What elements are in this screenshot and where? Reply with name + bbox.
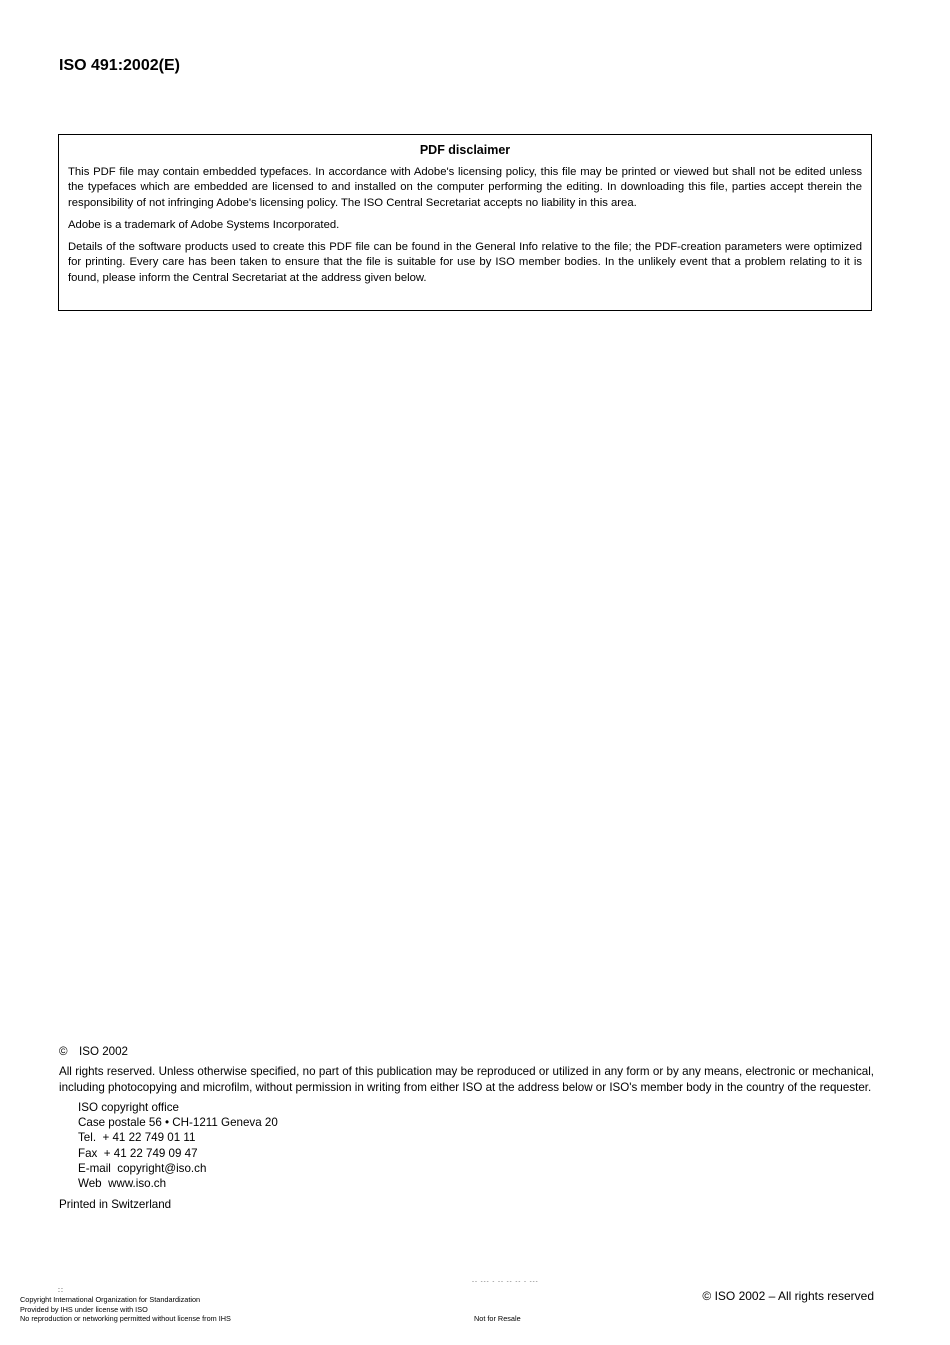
- address-email: E-mail copyright@iso.ch: [78, 1162, 207, 1176]
- copyright-rights-text: All rights reserved. Unless otherwise specified, no part of this publication may be reproduced or utilized in any form or by any means, electronic or mechanical, including photocopying and microfilm, without permission in writing from either ISO at the address below or ISO's member body in the country of the requester.: [59, 1065, 874, 1094]
- disclaimer-paragraph-trademark: Adobe is a trademark of Adobe Systems Incorporated.: [68, 218, 340, 231]
- footer-license-notice: [20, 1287, 231, 1324]
- disclaimer-paragraph-details: Details of the software products used to create this PDF file can be found in the General Info relative to the file; the PDF-creation parameters were optimized for printing. Every care has been taken to ensure that the file is suitable for use by ISO member bodies. In the unlikely event that a problem relating to it is found, please inform the Central Secretariat at the address given below.: [68, 241, 862, 284]
- copyright-heading: [59, 1044, 874, 1059]
- footer-marks: ::: [58, 1287, 64, 1294]
- copyright-year: ISO 2002: [79, 1045, 128, 1058]
- copyright-symbol: ©: [59, 1045, 68, 1058]
- footer-copyright: © ISO 2002 – All rights reserved: [702, 1289, 874, 1303]
- address-web: Web www.iso.ch: [78, 1177, 167, 1191]
- printed-in: Printed in Switzerland: [59, 1197, 172, 1211]
- address-office: ISO copyright office: [78, 1100, 179, 1114]
- address-postal: Case postale 56 • CH-1211 Geneva 20: [78, 1116, 278, 1130]
- pdf-disclaimer-box: [58, 134, 872, 311]
- copyright-section: [59, 1044, 874, 1212]
- footer-license-line-3: No reproduction or networking permitted without license from IHS: [20, 1314, 231, 1323]
- footer-dot-marks: -- --- - -- -- -- - ---: [472, 1279, 539, 1285]
- address-tel: Tel. + 41 22 749 01 11: [78, 1131, 196, 1145]
- address-fax: Fax + 41 22 749 09 47: [78, 1146, 198, 1160]
- disclaimer-paragraph-typefaces: This PDF file may contain embedded typefaces. In accordance with Adobe's licensing policy, this file may be printed or viewed but shall not be edited unless the typefaces which are embedded are licensed to and installed on the computer performing the editing. In downloading this file, parties accept therein the responsibility of not infringing Adobe's licensing policy. The ISO Central Secretariat accepts no liability in this area.: [68, 166, 862, 209]
- disclaimer-title: PDF disclaimer: [419, 143, 511, 157]
- document-id: ISO 491:2002(E): [59, 57, 180, 74]
- footer-license-line-1: Copyright International Organization for Standardization: [20, 1295, 201, 1304]
- copyright-office-address: [59, 1100, 874, 1192]
- footer-license-line-2: Provided by IHS under license with ISO: [20, 1304, 148, 1314]
- footer-not-for-resale: Not for Resale: [474, 1314, 521, 1323]
